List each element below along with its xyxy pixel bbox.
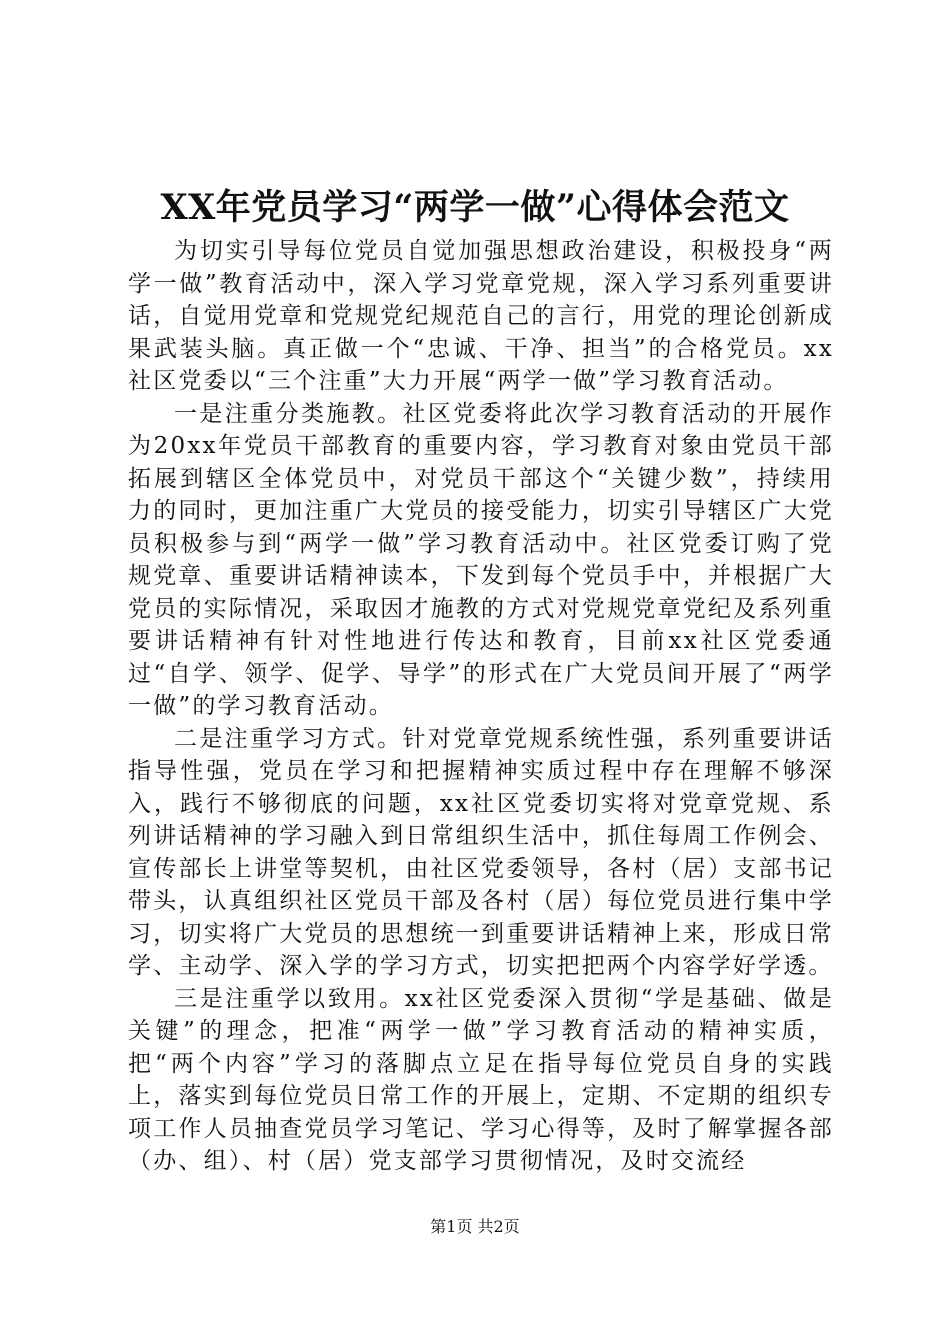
page-number-footer: 第1页 共2页 bbox=[430, 1217, 520, 1236]
document-body bbox=[128, 235, 834, 1178]
paragraph-point-one: 一是注重分类施教。社区党委将此次学习教育活动的开展作为20xx年党员干部教育的重要内容，学习教育对象由党员干部拓展到辖区全体党员中，对党员干部这个“关键少数”，持续用力的同时，更加注重广大党员的接受能力，切实引导辖区广大党员积极参与到“两学一做”学习教育活动中。社区党委订购了党规党章、重要讲话精神读本，下发到每个党员手中，并根据广大党员的实际情况，采取因才施教的方式对党规党章党纪及系列重要讲话精神有针对性地进行传达和教育，目前xx社区党委通过“自学、领学、促学、导学”的形式在广大党员间开展了“两学一做”的学习教育活动。 bbox=[128, 400, 834, 719]
paragraph-intro: 为切实引导每位党员自觉加强思想政治建设，积极投身“两学一做”教育活动中，深入学习党章党规，深入学习系列重要讲话，自觉用党章和党规党纪规范自己的言行，用党的理论创新成果武装头脑。真正做一个“忠诚、干净、担当”的合格党员。xx社区党委以“三个注重”大力开展“两学一做”学习教育活动。 bbox=[128, 238, 834, 394]
paragraph-point-two: 二是注重学习方式。针对党章党规系统性强，系列重要讲话指导性强，党员在学习和把握精神实质过程中存在理解不够深入，践行不够彻底的问题，xx社区党委切实将对党章党规、系列讲话精神的学习融入到日常组织生活中，抓住每周工作例会、宣传部长上讲堂等契机，由社区党委领导，各村（居）支部书记带头，认真组织社区党员干部及各村（居）每位党员进行集中学习，切实将广大党员的思想统一到重要讲话精神上来，形成日常学、主动学、深入学的学习方式，切实把把两个内容学好学透。 bbox=[128, 725, 834, 979]
paragraph-point-three: 三是注重学以致用。xx社区党委深入贯彻“学是基础、做是关键”的理念，把准“两学一做”学习教育活动的精神实质，把“两个内容”学习的落脚点立足在指导每位党员自身的实践上，落实到每位党员日常工作的开展上，定期、不定期的组织专项工作人员抽查党员学习笔记、学习心得等，及时了解掌握各部（办、组）、村（居）党支部学习贯彻情况，及时交流经 bbox=[128, 985, 834, 1174]
document-title: XX年党员学习“两学一做”心得体会范文 bbox=[160, 187, 790, 228]
